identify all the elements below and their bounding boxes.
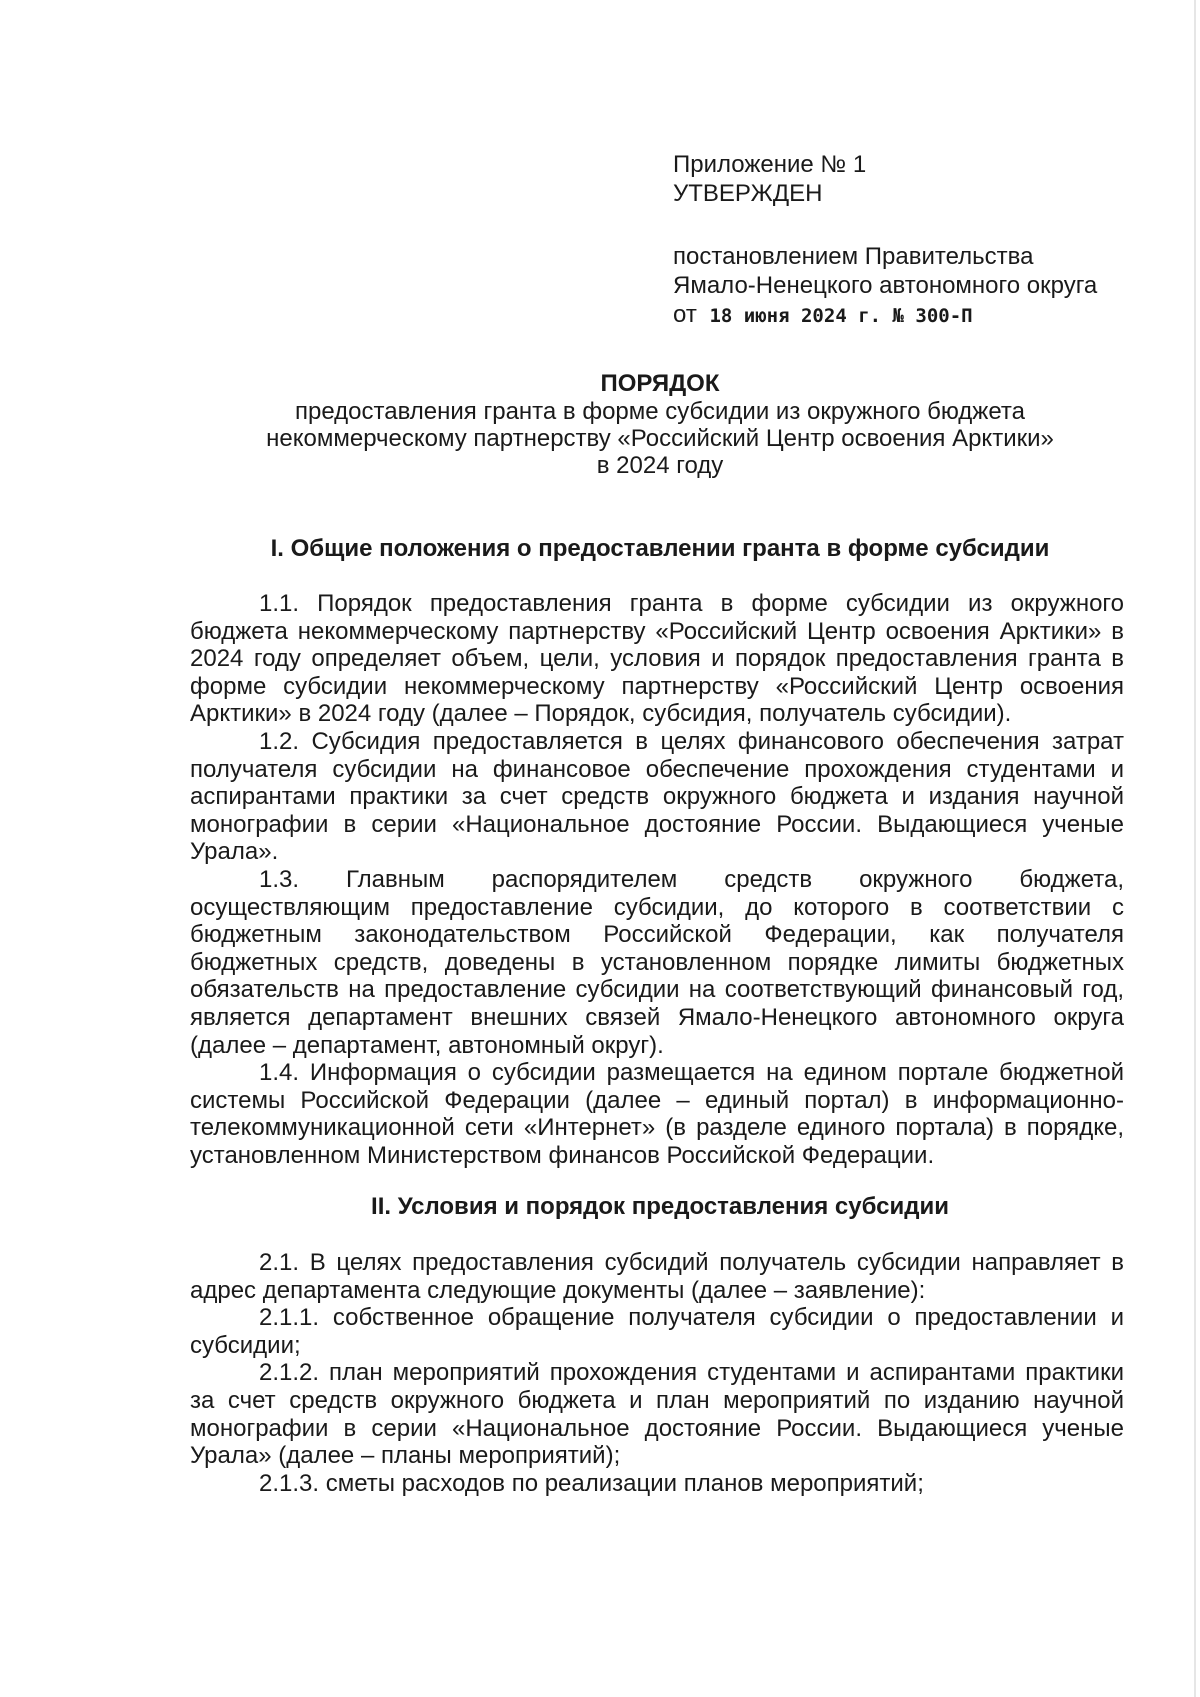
title-line-3: в 2024 году [596,452,724,479]
section-1-body [190,590,1124,1169]
approval-stamp-block [673,150,1143,331]
approved-label: УТВЕРЖДЕН [673,180,823,207]
section-2-body [190,1249,1124,1497]
document-title-block [190,369,1130,479]
paragraph-1-3: 1.3. Главным распорядителем средств окружного бюджета, осуществляющим предоставление субсидии, до которого в соответствии с бюджетным законодательством Российской Федерации, как получателя бюджетных средств, доведены в установленном порядке лимиты бюджетных обязательств на предоставление субсидии на соответствующий финансовый год, является департамент внешних связей Ямало-Ненецкого автономного округа (далее – департамент, автономный округ). [190,865,1124,1059]
paragraph-1-2: 1.2. Субсидия предоставляется в целях финансового обеспечения затрат получателя субсидии на финансовое обеспечение прохождения студентами и аспирантами практики за счет средств окружного бюджета и издания научной монографии в серии «Национальное достояние России. Выдающиеся ученые Урала». [190,727,1124,866]
paragraph-1-4: 1.4. Информация о субсидии размещается на едином портале бюджетной системы Российской Федерации (далее – единый портал) в информационно-телекоммуникационной сети «Интернет» (в разделе единого портала) в порядке, установленном Министерством финансов Российской Федерации. [190,1059,1124,1169]
section-1-heading: I. Общие положения о предоставлении гранта в форме субсидии [270,535,1050,562]
paragraph-2-1-1: 2.1.1. собственное обращение получателя субсидии о предоставлении и субсидии; [190,1304,1124,1359]
approval-gap [673,208,1143,242]
decree-date-number: 18 июня 2024 г. № 300-П [709,305,973,327]
decree-line-1: постановлением Правительства [673,243,1034,270]
paragraph-2-1-2: 2.1.2. план мероприятий прохождения студентами и аспирантами практики за счет средств окружного бюджета и план мероприятий по изданию научной монографии в серии «Национальное достояние России. Выдающиеся ученые Урала» (далее – планы мероприятий); [190,1359,1124,1470]
document-title: ПОРЯДОК [600,370,720,397]
section-2-heading: II. Условия и порядок предоставления субсидии [371,1193,949,1220]
date-prefix: от [673,301,697,328]
paragraph-1-1: 1.1. Порядок предоставления гранта в форме субсидии из окружного бюджета некоммерческому партнерству «Российский Центр освоения Арктики» в 2024 году определяет объем, цели, условия и порядок предоставления гранта в форме субсидии некоммерческому партнерству «Российский Центр освоения Арктики» в 2024 году (далее – Порядок, субсидия, получатель субсидии). [190,590,1124,728]
paragraph-2-1-3: 2.1.3. сметы расходов по реализации планов мероприятий; [259,1469,924,1497]
appendix-label: Приложение № 1 [673,151,867,178]
paragraph-2-1: 2.1. В целях предоставления субсидий получатель субсидии направляет в адрес департамента следующие документы (далее – заявление): [190,1249,1124,1304]
title-line-2: некоммерческому партнерству «Российский Центр освоения Арктики» [266,425,1054,452]
decree-line-2: Ямало-Ненецкого автономного округа [673,272,1098,299]
decree-date-line [673,300,1143,331]
page-edge-shadow [1194,0,1196,1697]
title-line-1: предоставления гранта в форме субсидии из окружного бюджета [295,398,1025,425]
